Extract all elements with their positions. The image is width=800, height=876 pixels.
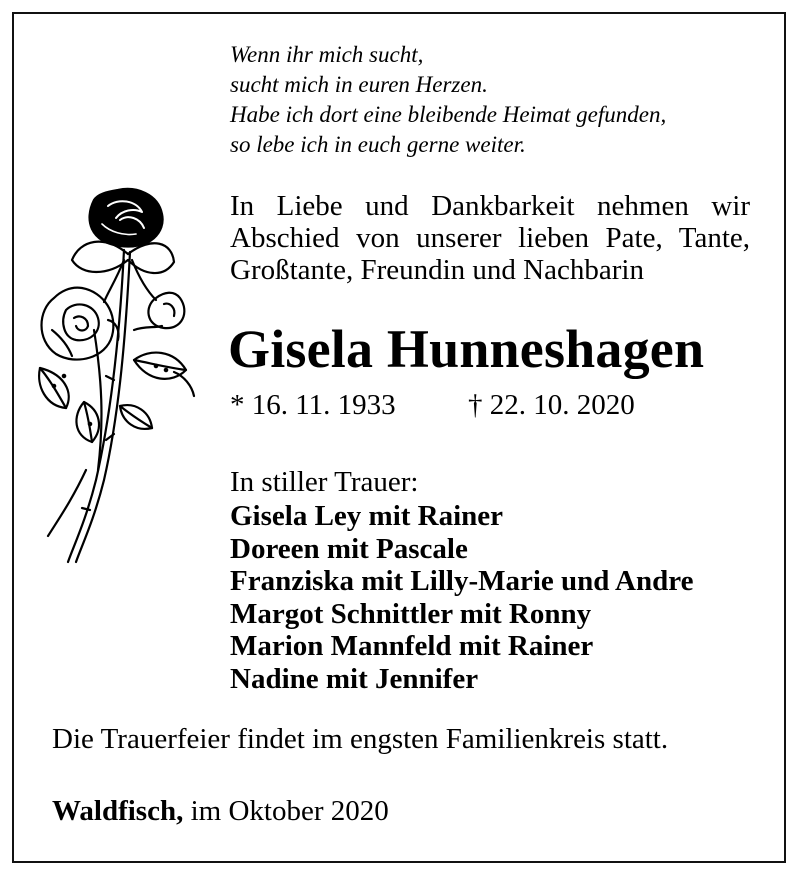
place-and-date xyxy=(52,794,389,828)
poem-line: sucht mich in euren Herzen. xyxy=(230,72,488,97)
rose-bouquet-icon xyxy=(24,180,204,570)
intro-line: Abschied von unserer lieben Pate, Tante, xyxy=(230,222,750,254)
ceremony-note: Die Trauerfeier findet im engsten Familienkreis statt. xyxy=(52,723,669,755)
poem xyxy=(230,40,666,160)
place-name: Waldfisch, xyxy=(52,795,184,827)
poem-line: Habe ich dort eine bleibende Heimat gefunden, xyxy=(230,102,667,127)
intro-text xyxy=(230,190,750,286)
mourner-name: Nadine mit Jennifer xyxy=(230,662,479,695)
mourner-name: Franziska mit Lilly-Marie und Andre xyxy=(230,565,694,598)
mourning-intro: In stiller Trauer: xyxy=(230,466,419,498)
death-date: † 22. 10. 2020 xyxy=(468,389,635,421)
mourner-name: Marion Mannfeld mit Rainer xyxy=(230,630,594,663)
deceased-name: Gisela Hunneshagen xyxy=(228,319,705,379)
mourners-list xyxy=(230,500,693,696)
mourner-name: Doreen mit Pascale xyxy=(230,532,468,565)
intro-line: In Liebe und Dankbarkeit nehmen wir xyxy=(230,190,750,222)
birth-date: * 16. 11. 1933 xyxy=(230,389,396,421)
poem-line: so lebe ich in euch gerne weiter. xyxy=(230,132,526,157)
poem-line: Wenn ihr mich sucht, xyxy=(230,42,424,67)
signoff-date: im Oktober 2020 xyxy=(190,795,389,827)
mourner-name: Gisela Ley mit Rainer xyxy=(230,500,504,532)
intro-line: Großtante, Freundin und Nachbarin xyxy=(230,254,644,286)
mourner-name: Margot Schnittler mit Ronny xyxy=(230,597,592,630)
